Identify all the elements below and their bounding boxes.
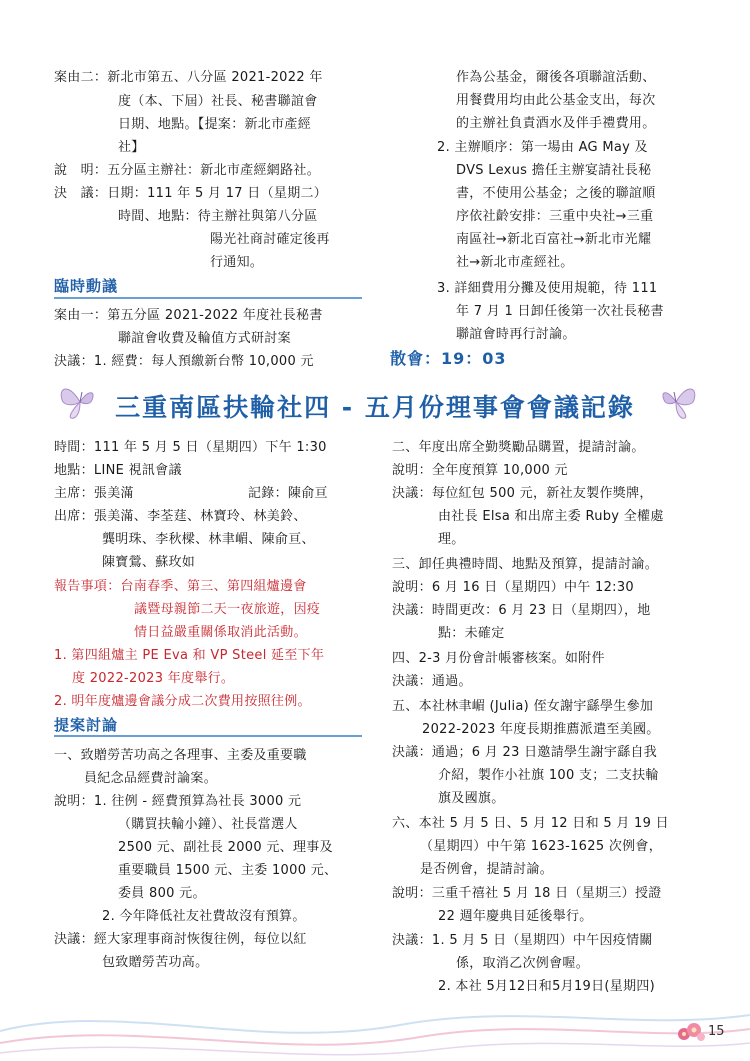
- footer-wave-decoration: [0, 991, 750, 1061]
- text-line: 六、本社 5 月 5 日、5 月 12 日和 5 月 19 日: [392, 816, 669, 831]
- text-line: 說 明：五分區主辦社：新北市產經網路社。: [54, 163, 321, 178]
- text-line: 時間：111 年 5 月 5 日（星期四）下午 1:30: [54, 440, 327, 455]
- text-line: 1. 第四組爐主 PE Eva 和 VP Steel 延至下年: [54, 648, 325, 663]
- text-line: 陳寶鶯、蘇玫如: [102, 555, 196, 570]
- text-line: 南區社→新北百富社→新北市光耀: [456, 232, 652, 247]
- text-line: 決議：1. 經費：每人預繳新台幣 10,000 元: [54, 354, 314, 369]
- text-line: 主席：張美滿: [54, 486, 134, 501]
- text-line: 行通知。: [210, 255, 264, 270]
- page-title: 三重南區扶輪社四 - 五月份理事會會議記錄: [115, 393, 635, 422]
- text-line: 重要職員 1500 元、主委 1000 元、: [118, 863, 338, 878]
- text-line: 決議：經大家理事商討恢復往例，每位以紅: [54, 932, 307, 947]
- text-line: 時間、地點：待主辦社與第八分區: [118, 209, 318, 224]
- text-line: 由社長 Elsa 和出席主委 Ruby 全權處: [438, 509, 664, 524]
- text-line: 二、年度出席全勤獎勵品購置，提請討論。: [392, 440, 645, 455]
- text-line: 決議：通過；6 月 23 日邀請學生謝宇繇自我: [392, 745, 658, 760]
- page-number: 15: [708, 1024, 725, 1039]
- text-line: 說明：1. 往例 - 經費預算為社長 3000 元: [54, 794, 302, 809]
- text-line: 出席：張美滿、李荃莛、林寶玲、林美鈴、: [54, 509, 307, 524]
- text-line: 陽光社商討確定後再: [210, 232, 330, 247]
- text-line: 書，不使用公基金；之後的聯誼順: [456, 186, 656, 201]
- text-line: 係，取消乙次例會喔。: [456, 956, 590, 971]
- text-line: 地點：LINE 視訊會議: [54, 463, 182, 478]
- section-underline: [54, 735, 362, 737]
- text-line: 包致贈勞苦功高。: [102, 955, 209, 970]
- text-line: 2022-2023 年度長期推薦派遣至美國。: [422, 722, 660, 737]
- text-line: 四、2-3 月份會計帳審核案。如附件: [392, 651, 605, 666]
- text-line: 旗及國旗。: [438, 791, 505, 806]
- text-line: 2. 今年降低社友社費故沒有預算。: [102, 909, 306, 924]
- text-line: 度 2022-2023 年度舉行。: [72, 671, 235, 686]
- text-line: 社→新北市產經社。: [456, 255, 574, 270]
- text-line: 年 7 月 1 日卸任後第一次社長秘書: [456, 304, 664, 319]
- section-underline: [54, 297, 362, 299]
- text-line: 2. 主辦順序：第一場由 AG May 及: [437, 140, 648, 155]
- text-line: 一、致贈勞苦功高之各理事、主委及重要職: [54, 748, 307, 763]
- text-line: 員紀念品經費討論案。: [84, 771, 218, 786]
- text-line: 度（本、下屆）社長、秘書聯誼會: [118, 94, 318, 109]
- text-line: 決 議：日期：111 年 5 月 17 日（星期二）: [54, 186, 328, 201]
- adjourn-time: 散會：19：03: [390, 349, 507, 368]
- text-line: 委員 800 元。: [118, 886, 206, 901]
- text-line: （購買扶輪小鐘）、社長當選人: [118, 817, 298, 832]
- text-line: 聯誼會收費及輪值方式研討案: [118, 331, 291, 346]
- text-line: 報告事項：台南春季、第三、第四組爐邊會: [54, 579, 307, 594]
- text-line: 22 週年慶典目延後舉行。: [438, 909, 593, 924]
- text-line: 是否例會，提請討論。: [420, 862, 554, 877]
- text-line: 的主辦社負責酒水及伴手禮費用。: [456, 116, 656, 131]
- text-line: 3. 詳細費用分攤及使用規範，待 111: [437, 281, 658, 296]
- text-line: 案由一：第五分區 2021-2022 年度社長秘書: [54, 308, 323, 323]
- text-line: 社】: [118, 140, 145, 155]
- text-line: 龔明珠、李秋樑、林聿嵋、陳俞亘、: [102, 532, 315, 547]
- text-line: 說明：全年度預算 10,000 元: [392, 463, 568, 478]
- text-line: 用餐費用均由此公基金支出，每次: [456, 93, 656, 108]
- text-line: 說明：三重千禧社 5 月 18 日（星期三）授證: [392, 886, 662, 901]
- text-line: 理。: [438, 532, 465, 547]
- text-line: 三、卸任典禮時間、地點及預算，提請討論。: [392, 557, 659, 572]
- text-line: 介紹，製作小社旗 100 支；二支扶輪: [438, 768, 659, 783]
- text-line: 序依社齡安排：三重中央社→三重: [456, 209, 654, 224]
- text-line: 情日益嚴重關係取消此活動。: [134, 625, 307, 640]
- butterfly-icon: [650, 380, 700, 424]
- text-line: 點：未確定: [438, 626, 505, 641]
- text-line: 日期、地點。【提案：新北市產經: [118, 117, 312, 132]
- text-line: （星期四）中午第 1623-1625 次例會，: [420, 839, 663, 854]
- text-line: 作為公基金，爾後各項聯誼活動、: [456, 70, 656, 85]
- text-line: 議暨母親節二天一夜旅遊，因疫: [134, 602, 321, 617]
- text-line: 聯誼會時再行討論。: [456, 327, 576, 342]
- text-line: 決議：1. 5 月 5 日（星期四）中午因疫情關: [392, 933, 653, 948]
- flower-icon: [672, 1020, 706, 1046]
- text-line: 說明：6 月 16 日（星期四）中午 12:30: [392, 580, 635, 595]
- text-line: 決議：每位紅包 500 元，新社友製作獎牌，: [392, 486, 653, 501]
- text-line: 五、本社林聿嵋 (Julia) 侄女謝宇繇學生參加: [392, 699, 654, 714]
- text-line: 案由二：新北市第五、八分區 2021-2022 年: [54, 70, 323, 85]
- section-heading-temporary-motion: 臨時動議: [54, 277, 119, 295]
- text-line: 2. 明年度爐邊會議分成二次費用按照往例。: [54, 694, 311, 709]
- text-line: 決議：通過。: [392, 674, 472, 689]
- text-line: 決議：時間更改：6 月 23 日（星期四），地: [392, 603, 651, 618]
- text-line: 2500 元、副社長 2000 元、理事及: [118, 840, 333, 855]
- text-line: 2. 本社 5月12日和5月19日(星期四): [438, 979, 656, 994]
- text-line: 記錄：陳俞亘: [248, 486, 328, 501]
- text-line: DVS Lexus 擔任主辦宴請社長秘: [456, 163, 652, 178]
- section-heading-proposals: 提案討論: [54, 716, 119, 734]
